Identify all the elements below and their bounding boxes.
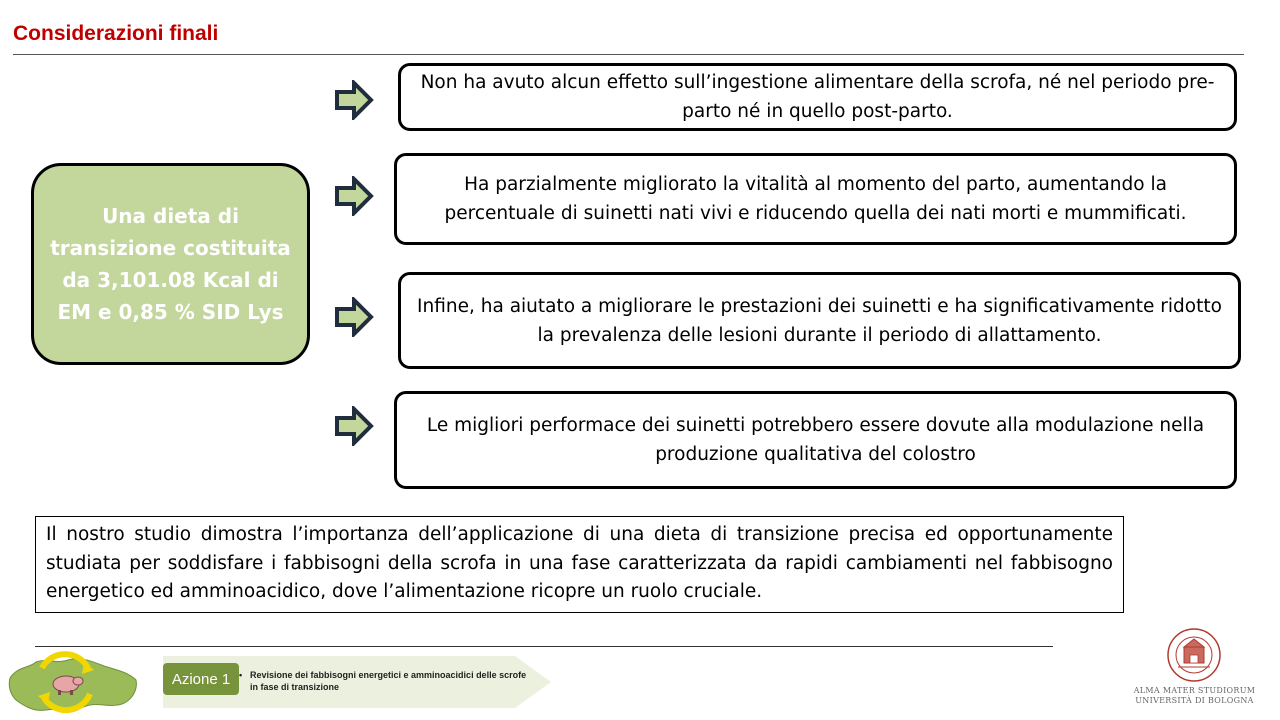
arrow-right-icon [334, 297, 374, 337]
study-conclusion-box [35, 516, 1124, 613]
diet-summary-text: Una dieta di transizione costituita da 3,101.08 Kcal di EM e 0,85 % SID Lys [50, 204, 291, 324]
footer-divider [35, 646, 1053, 647]
statement-text: Le migliori performace dei suinetti potrebbero essere dovute alla modulazione nella produzione qualitativa del colostro [426, 415, 1205, 465]
university-name-line1: ALMA MATER STUDIORUM [1133, 686, 1256, 695]
statement-box [398, 272, 1241, 369]
azione-description [239, 669, 534, 693]
page-title: Considerazioni finali [13, 22, 219, 45]
statement-text: Ha parzialmente migliorato la vitalità al momento del parto, aumentando la percentuale di suinetti nati vivi e riducendo quella dei nati morti e mummificati. [444, 174, 1187, 224]
university-seal-logo [1166, 627, 1222, 683]
azione-description-text: Revisione dei fabbisogni energetici e amminoacidici delle scrofe in fase di transizione [250, 670, 527, 692]
azione-bullet: • [239, 670, 243, 680]
statement-box [398, 63, 1237, 131]
statement-text: Infine, ha aiutato a migliorare le prestazioni dei suinetti e ha significativamente ridotto la prevalenza delle lesioni durante il periodo di allattamento. [417, 295, 1222, 346]
study-conclusion-text: Il nostro studio dimostra l’importanza dell’applicazione di una dieta di transizione precisa ed opportunamente studiata per soddisfare i fabbisogni della scrofa in una fase caratterizzata da rapidi cambiamenti nel fabbisogno energetico ed amminoacidico, dove l’alimentazione ricopre un ruolo cruciale. [46, 524, 1113, 602]
university-name-line2: UNIVERSITÀ DI BOLOGNA [1135, 696, 1254, 705]
diet-summary-box [31, 163, 310, 365]
statement-box [394, 391, 1237, 489]
arrow-right-icon [334, 80, 374, 120]
statement-box [394, 153, 1237, 245]
arrow-right-icon [334, 176, 374, 216]
region-map-logo [6, 648, 141, 716]
university-name [1132, 686, 1257, 706]
title-divider [13, 54, 1244, 55]
arrow-right-icon [334, 406, 374, 446]
azione-badge: Azione 1 [163, 663, 239, 695]
statement-text: Non ha avuto alcun effetto sull’ingestione alimentare della scrofa, né nel periodo pre-parto né in quello post-parto. [420, 72, 1215, 122]
